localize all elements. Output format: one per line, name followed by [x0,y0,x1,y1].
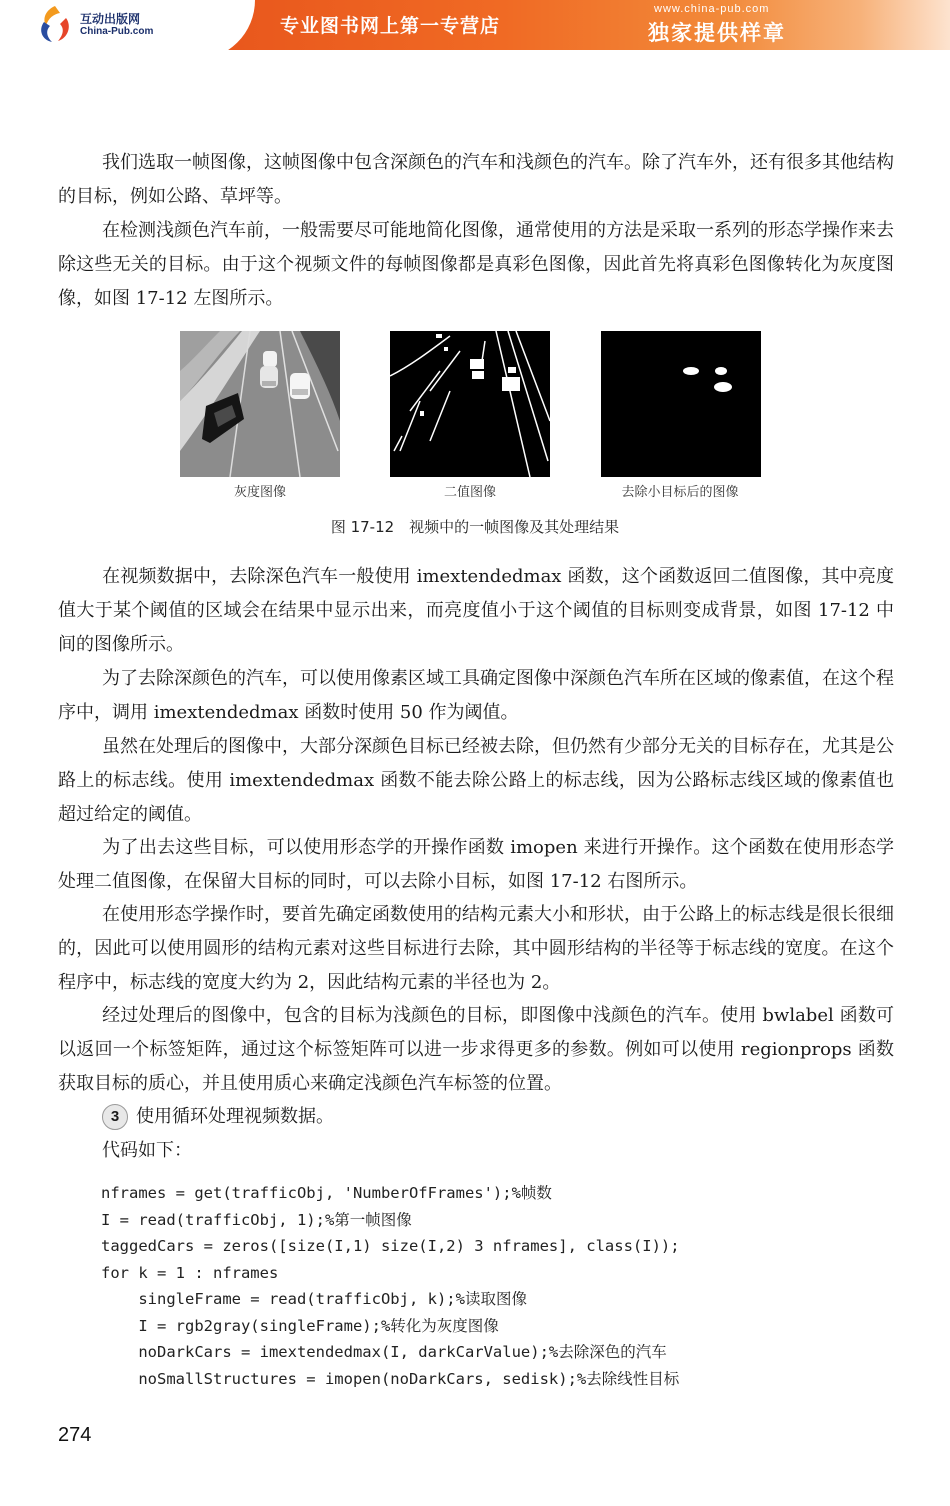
header-banner [0,0,950,50]
cleaned-image [601,331,761,477]
logo-english-text: China-Pub.com [80,26,154,37]
figure-caption: 去除小目标后的图像 [621,485,739,500]
code-line: singleFrame = read(trafficObj, k);%读取图像 [101,1290,527,1308]
code-line: nframes = get(trafficObj, 'NumberOfFrames');%帧数 [101,1184,552,1202]
code-intro: 代码如下： [102,1140,192,1161]
page-number: 274 [58,1424,92,1446]
header-slogan: 专业图书网上第一专营店 [280,15,501,37]
figure-caption: 灰度图像 [233,485,286,500]
figure-caption: 二值图像 [443,485,496,500]
china-pub-logo-icon [36,4,74,44]
step-heading [102,1103,334,1131]
paragraph: 为了去除深颜色的汽车，可以使用像素区域工具确定图像中深颜色汽车所在区域的像素值，在这个程序中，调用 imextendedmax 函数时使用 50 作为阈值。 [58,668,894,723]
paragraph: 在视频数据中，去除深色汽车一般使用 imextendedmax 函数，这个函数返回二值图像，其中亮度值大于某个阈值的区域会在结果中显示出来，而亮度值小于这个阈值的目标则变成背景，如图 17-12 中间的图像所示。 [58,566,894,655]
step-number-badge: 3 [102,1104,128,1130]
paragraph: 在检测浅颜色汽车前，一般需要尽可能地简化图像，通常使用的方法是采取一系列的形态学操作来去除这些无关的目标。由于这个视频文件的每帧图像都是真彩色图像，因此首先将真彩色图像转化为灰度图像，如图 17-12 左图所示。 [58,220,894,309]
paragraph: 经过处理后的图像中，包含的目标为浅颜色的目标，即图像中浅颜色的汽车。使用 bwlabel 函数可以返回一个标签矩阵，通过这个标签矩阵可以进一步求得更多的参数。例如可以使用 regionprops 函数获取目标的质心，并且使用质心来确定浅颜色汽车标签的位置。 [58,1005,894,1094]
header-sample-stamp: 独家提供样章 [648,20,786,45]
code-line: taggedCars = zeros([size(I,1) size(I,2) 3 nframes], class(I)); [101,1237,680,1255]
figure-title: 图 17-12 视频中的一帧图像及其处理结果 [330,518,620,536]
code-block [101,1180,680,1392]
code-line: noDarkCars = imextendedmax(I, darkCarValue);%去除深色的汽车 [101,1343,667,1361]
logo-chinese-text: 互动出版网 [80,12,141,26]
binary-image [390,331,550,477]
code-line: I = read(trafficObj, 1);%第一帧图像 [101,1210,412,1229]
code-line: noSmallStructures = imopen(noDarkCars, sedisk);%去除线性目标 [101,1369,680,1388]
code-line: I = rgb2gray(singleFrame);%转化为灰度图像 [101,1316,499,1335]
paragraph: 虽然在处理后的图像中，大部分深颜色目标已经被去除，但仍然有少部分无关的目标存在，尤其是公路上的标志线。使用 imextendedmax 函数不能去除公路上的标志线，因为公路标志线区域的像素值也超过给定的阈值。 [58,736,894,825]
grayscale-image [180,331,340,477]
header-site-url: www.china-pub.com [654,3,770,15]
paragraph: 在使用形态学操作时，要首先确定函数使用的结构元素大小和形状，由于公路上的标志线是很长很细的，因此可以使用圆形的结构元素对这些目标进行去除，其中圆形结构的半径等于标志线的宽度。在这个程序中，标志线的宽度大约为 2，因此结构元素的半径也为 2。 [58,904,894,993]
paragraph: 为了出去这些目标，可以使用形态学的开操作函数 imopen 来进行开操作。这个函数在使用形态学处理二值图像，在保留大目标的同时，可以去除小目标，如图 17-12 右图所示。 [58,837,894,892]
paragraph: 我们选取一帧图像，这帧图像中包含深颜色的汽车和浅颜色的汽车。除了汽车外，还有很多其他结构的目标，例如公路、草坪等。 [58,152,894,207]
code-line: for k = 1 : nframes [101,1263,279,1282]
step-text: 使用循环处理视频数据。 [136,1106,334,1127]
